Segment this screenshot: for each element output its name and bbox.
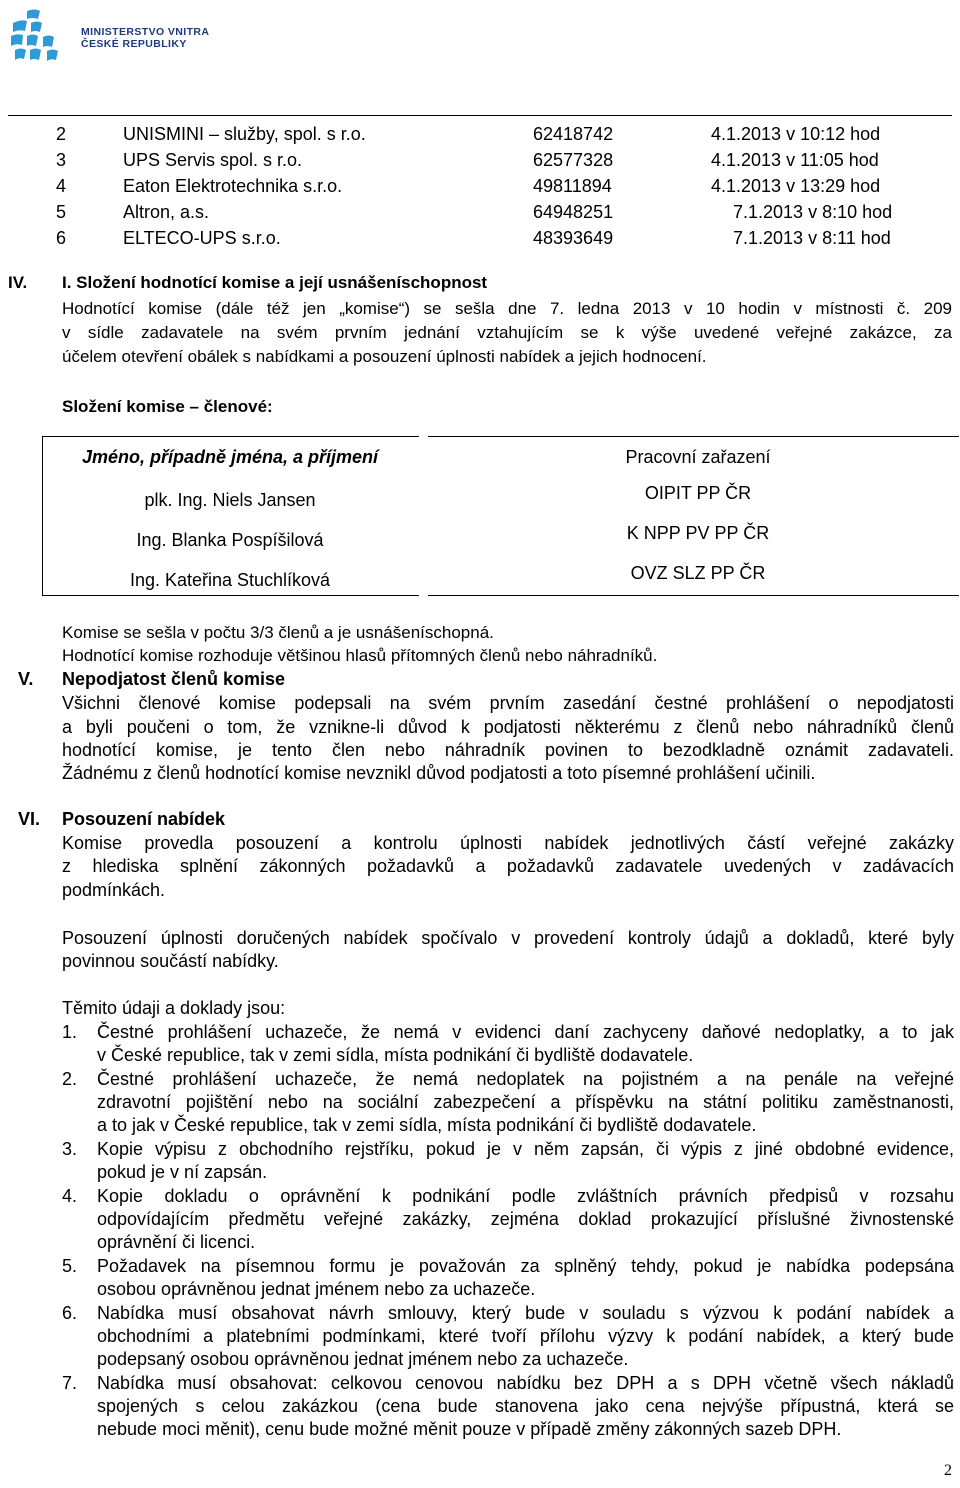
member-role: OVZ SLZ PP ČR: [630, 563, 766, 583]
bid-number: 2: [56, 124, 67, 144]
logo-line-2: ČESKÉ REPUBLIKY: [81, 37, 187, 50]
list-item-line: Kopie výpisu z obchodního rejstříku, pokud je v něm zapsán, či výpis z jiné obdobné evidence,: [97, 1139, 954, 1159]
paragraph-line: povinnou součástí nabídky.: [62, 951, 279, 971]
section-heading: I. Složení hodnotící komise a její usnášeníschopnost: [62, 273, 488, 292]
logo-text: [81, 27, 209, 50]
list-item-number: 7.: [62, 1373, 78, 1393]
bid-company: ELTECO-UPS s.r.o.: [123, 228, 281, 248]
paragraph-line: Všichni členové komise podepsali na svém prvním zasedání čestné prohlášení o nepodjatosti: [62, 693, 954, 713]
member-name: Ing. Kateřina Stuchlíková: [129, 570, 331, 590]
list-item-line: nebude moci měnit), cenu bude možné měnit pouze v případě změny zákonných sazeb DPH.: [97, 1419, 842, 1439]
ministry-emblem-icon: [7, 5, 71, 65]
list-item-number: 5.: [62, 1256, 78, 1276]
bid-time: 4.1.2013 v 13:29 hod: [711, 176, 881, 196]
ministry-logo: [7, 5, 247, 65]
paragraph-line: hodnotící komise, je tento člen nebo náhradník povinen to bezodkladně oznámit zadavateli.: [62, 740, 954, 760]
majority-statement: Hodnotící komise rozhoduje většinou hlasů přítomných členů nebo náhradníků.: [62, 646, 658, 665]
list-item-line: podepsaný osobou oprávněnou jednat jménem nebo za uchazeče.: [97, 1349, 629, 1369]
list-item-number: 6.: [62, 1303, 78, 1323]
list-item-number: 2.: [62, 1069, 78, 1089]
member-name: Ing. Blanka Pospíšilová: [136, 530, 324, 550]
list-item-line: spojených s celou zakázkou (cena bude stanovena jako cena nejvýše přípustná, která se: [97, 1396, 954, 1416]
list-item-line: pokud je v ní zapsán.: [97, 1162, 268, 1182]
bid-number: 3: [56, 150, 67, 170]
list-item-line: oprávnění či licenci.: [97, 1232, 256, 1252]
section-heading: Nepodjatost členů komise: [62, 669, 286, 689]
paragraph-line: z hlediska splnění zákonných požadavků a požadavků zadavatele uvedených v zadávacích: [62, 856, 954, 876]
list-item-number: 4.: [62, 1186, 78, 1206]
list-intro: Těmito údaji a doklady jsou:: [62, 998, 286, 1018]
paragraph-line: v sídle zadavatele na svém prvním jednání vztahujícím se k výše uvedené veřejné zakázce, za: [62, 323, 952, 342]
bid-time: 4.1.2013 v 10:12 hod: [711, 124, 881, 144]
bid-ico: 64948251: [533, 202, 614, 222]
bid-ico: 48393649: [533, 228, 614, 248]
list-item-line: Čestné prohlášení uchazeče, že nemá nedoplatek na pojistném a na penále na veřejné: [97, 1069, 954, 1089]
section-number: IV.: [8, 273, 28, 292]
list-item-number: 1.: [62, 1022, 78, 1042]
bid-number: 6: [56, 228, 67, 248]
list-item-line: odpovídajícím předmětu veřejné zakázky, zejména doklad prokazující příslušné živnostenské: [97, 1209, 954, 1229]
list-item-line: Nabídka musí obsahovat návrh smlouvy, který bude v souladu s výzvou k podání nabídek a: [97, 1303, 954, 1323]
paragraph-line: Posouzení úplnosti doručených nabídek spočívalo v provedení kontroly údajů a dokladů, které byly: [62, 928, 954, 948]
top-divider: [8, 115, 952, 116]
column-header-role: Pracovní zařazení: [625, 447, 771, 467]
paragraph-line: Komise provedla posouzení a kontrolu úplnosti nabídek jednotlivých částí veřejné zakázky: [62, 833, 954, 853]
bid-company: UPS Servis spol. s r.o.: [123, 150, 303, 170]
bid-time: 4.1.2013 v 11:05 hod: [711, 150, 879, 170]
bid-ico: 62577328: [533, 150, 614, 170]
section-number: VI.: [18, 809, 41, 829]
column-header-name: Jméno, případně jména, a příjmení: [81, 447, 379, 467]
paragraph-line: účelem otevření obálek s nabídkami a posouzení úplnosti nabídek a jejich hodnocení.: [62, 347, 707, 366]
quorum-statement: Komise se sešla v počtu 3/3 členů a je usnášeníschopná.: [62, 623, 494, 642]
list-item-line: Čestné prohlášení uchazeče, že nemá v evidenci daní zachyceny daňové nedoplatky, a to jak: [97, 1022, 954, 1042]
list-item-line: zdravotní pojištění nebo na sociální zabezpečení a příspěvku na státní politiku zaměstnanosti,: [97, 1092, 954, 1112]
bid-time: 7.1.2013 v 8:11 hod: [733, 228, 891, 248]
paragraph-line: Hodnotící komise (dále též jen „komise“) se sešla dne 7. ledna 2013 v 10 hodin v místnosti č. 209: [62, 299, 952, 318]
section-number: V.: [18, 669, 34, 689]
bid-company: UNISMINI – služby, spol. s r.o.: [123, 124, 366, 144]
page-number: 2: [944, 1462, 952, 1479]
paragraph-line: podmínkách.: [62, 880, 166, 900]
bid-number: 4: [56, 176, 67, 196]
list-item-line: v České republice, tak v zemi sídla, místa podnikání či bydliště dodavatele.: [97, 1045, 694, 1065]
list-item-line: a to jak v České republice, tak v zemi sídla, místa podnikání či bydliště dodavatele.: [97, 1115, 757, 1135]
list-item-line: Nabídka musí obsahovat: celkovou cenovou nabídku bez DPH a s DPH včetně všech nákladů: [97, 1373, 954, 1393]
members-heading: Složení komise – členové:: [62, 397, 273, 416]
list-item-line: Požadavek na písemnou formu je považován za splněný tehdy, pokud je nabídka podepsána: [97, 1256, 954, 1276]
list-item-line: obchodními a platebními podmínkami, které tvoří přílohu výzvy k podání nabídek, a který bude: [97, 1326, 954, 1346]
section-heading: Posouzení nabídek: [62, 809, 226, 829]
bid-company: Altron, a.s.: [123, 202, 210, 222]
member-role: OIPIT PP ČR: [644, 483, 752, 503]
paragraph-line: Žádnému z členů hodnotící komise nevznikl důvod podjatosti a toto písemné prohlášení učinili.: [62, 763, 816, 783]
list-item-line: osobou oprávněnou jednat jménem nebo za uchazeče.: [97, 1279, 536, 1299]
bid-ico: 49811894: [533, 176, 612, 196]
list-item-line: Kopie dokladu o oprávnění k podnikání podle zvláštních právních předpisů v rozsahu: [97, 1186, 954, 1206]
bid-time: 7.1.2013 v 8:10 hod: [733, 202, 893, 222]
bid-ico: 62418742: [533, 124, 614, 144]
bid-number: 5: [56, 202, 67, 222]
list-item-number: 3.: [62, 1139, 78, 1159]
bid-company: Eaton Elektrotechnika s.r.o.: [123, 176, 343, 196]
paragraph-line: a byli poučeni o tom, že vznikne-li důvod k podjatosti některému z členů nebo náhradníků členů: [62, 717, 954, 737]
logo-line-1: MINISTERSTVO VNITRA: [81, 26, 210, 38]
member-name: plk. Ing. Niels Jansen: [144, 490, 316, 510]
member-role: K NPP PV PP ČR: [626, 523, 770, 543]
